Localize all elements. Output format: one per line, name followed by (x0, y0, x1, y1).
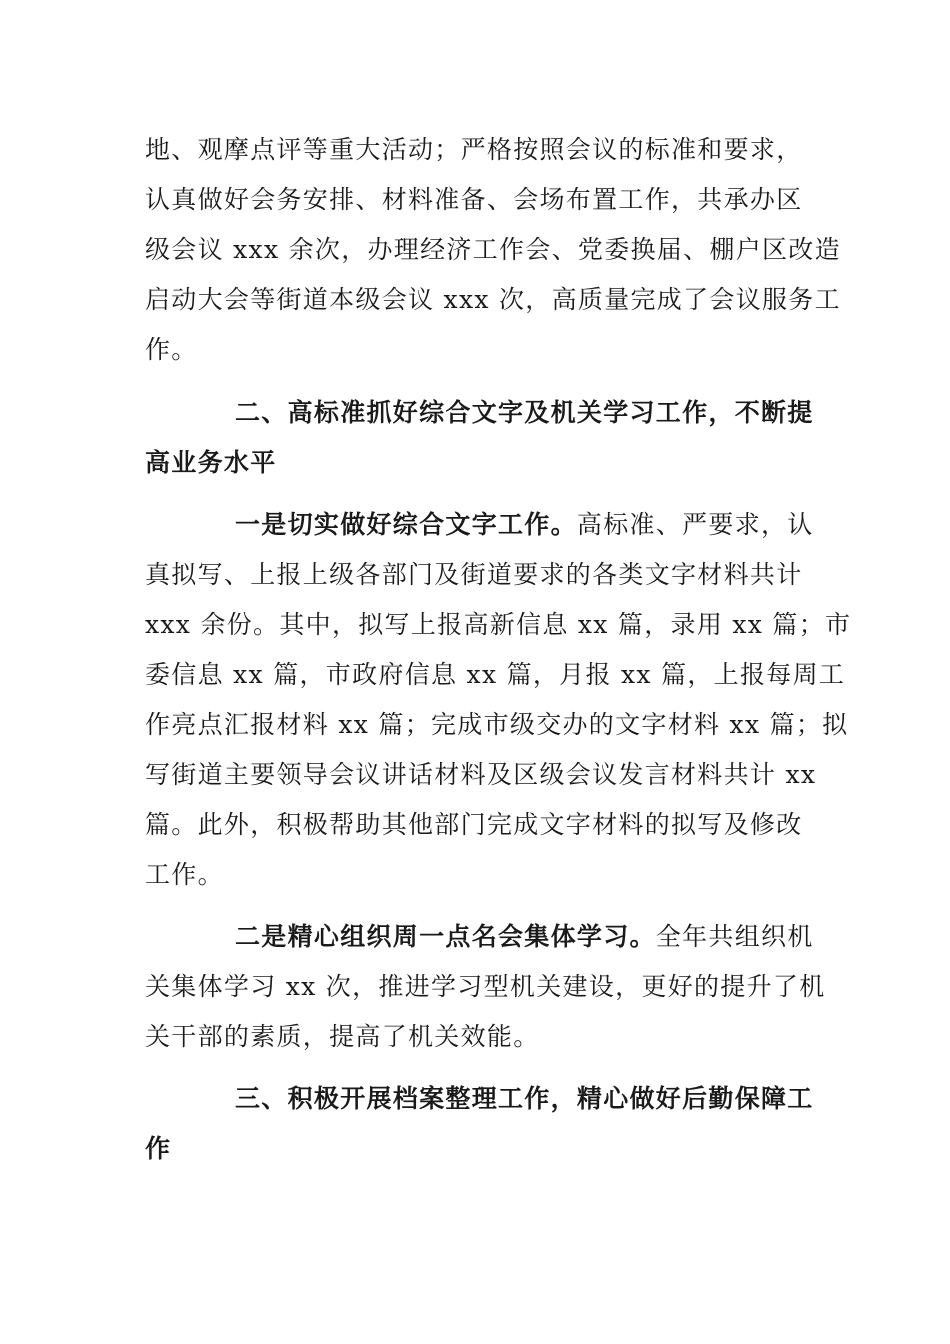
paragraph-line: 关干部的素质，提高了机关效能。 (145, 1022, 540, 1051)
section-heading: 二、高标准抓好综合文字及机关学习工作，不断提 (235, 398, 814, 427)
paragraph-lead: 一是切实做好综合文字工作。 (235, 510, 577, 539)
paragraph-line: 作。 (145, 335, 198, 364)
paragraph-line: 关集体学习 xx 次，推进学习型机关建设，更好的提升了机 (145, 972, 826, 1001)
paragraph-line: 地、观摩点评等重大活动；严格按照会议的标准和要求， (145, 135, 803, 164)
section-heading: 作 (145, 1134, 172, 1163)
paragraph-text: 高标准、严要求，认 (576, 510, 814, 539)
paragraph-line: 工作。 (145, 860, 224, 889)
paragraph-text: 全年共组织机 (655, 922, 814, 951)
paragraph-line: 真拟写、上报上级各部门及街道要求的各类文字材料共计 (145, 560, 803, 589)
paragraph-lead: 二是精心组织周一点名会集体学习。 (235, 922, 656, 951)
paragraph-line: 篇。此外，积极帮助其他部门完成文字材料的拟写及修改 (145, 810, 803, 839)
paragraph-line (235, 920, 814, 954)
paragraph-line: 认真做好会务安排、材料准备、会场布置工作，共承办区 (145, 185, 803, 214)
paragraph-line: 作亮点汇报材料 xx 篇；完成市级交办的文字材料 xx 篇；拟 (145, 710, 849, 739)
paragraph-line: 级会议 xxx 余次，办理经济工作会、党委换届、棚户区改造 (145, 235, 841, 264)
paragraph-line: 启动大会等街道本级会议 xxx 次，高质量完成了会议服务工 (145, 285, 841, 314)
paragraph-line: 委信息 xx 篇，市政府信息 xx 篇，月报 xx 篇，上报每周工 (145, 660, 846, 689)
paragraph-line (235, 508, 814, 542)
paragraph-line: 写街道主要领导会议讲话材料及区级会议发言材料共计 xx (145, 760, 817, 789)
section-heading: 高业务水平 (145, 448, 277, 477)
paragraph-line: xxx 余份。其中，拟写上报高新信息 xx 篇，录用 xx 篇；市 (145, 610, 852, 639)
section-heading: 三、积极开展档案整理工作，精心做好后勤保障工 (235, 1084, 814, 1113)
